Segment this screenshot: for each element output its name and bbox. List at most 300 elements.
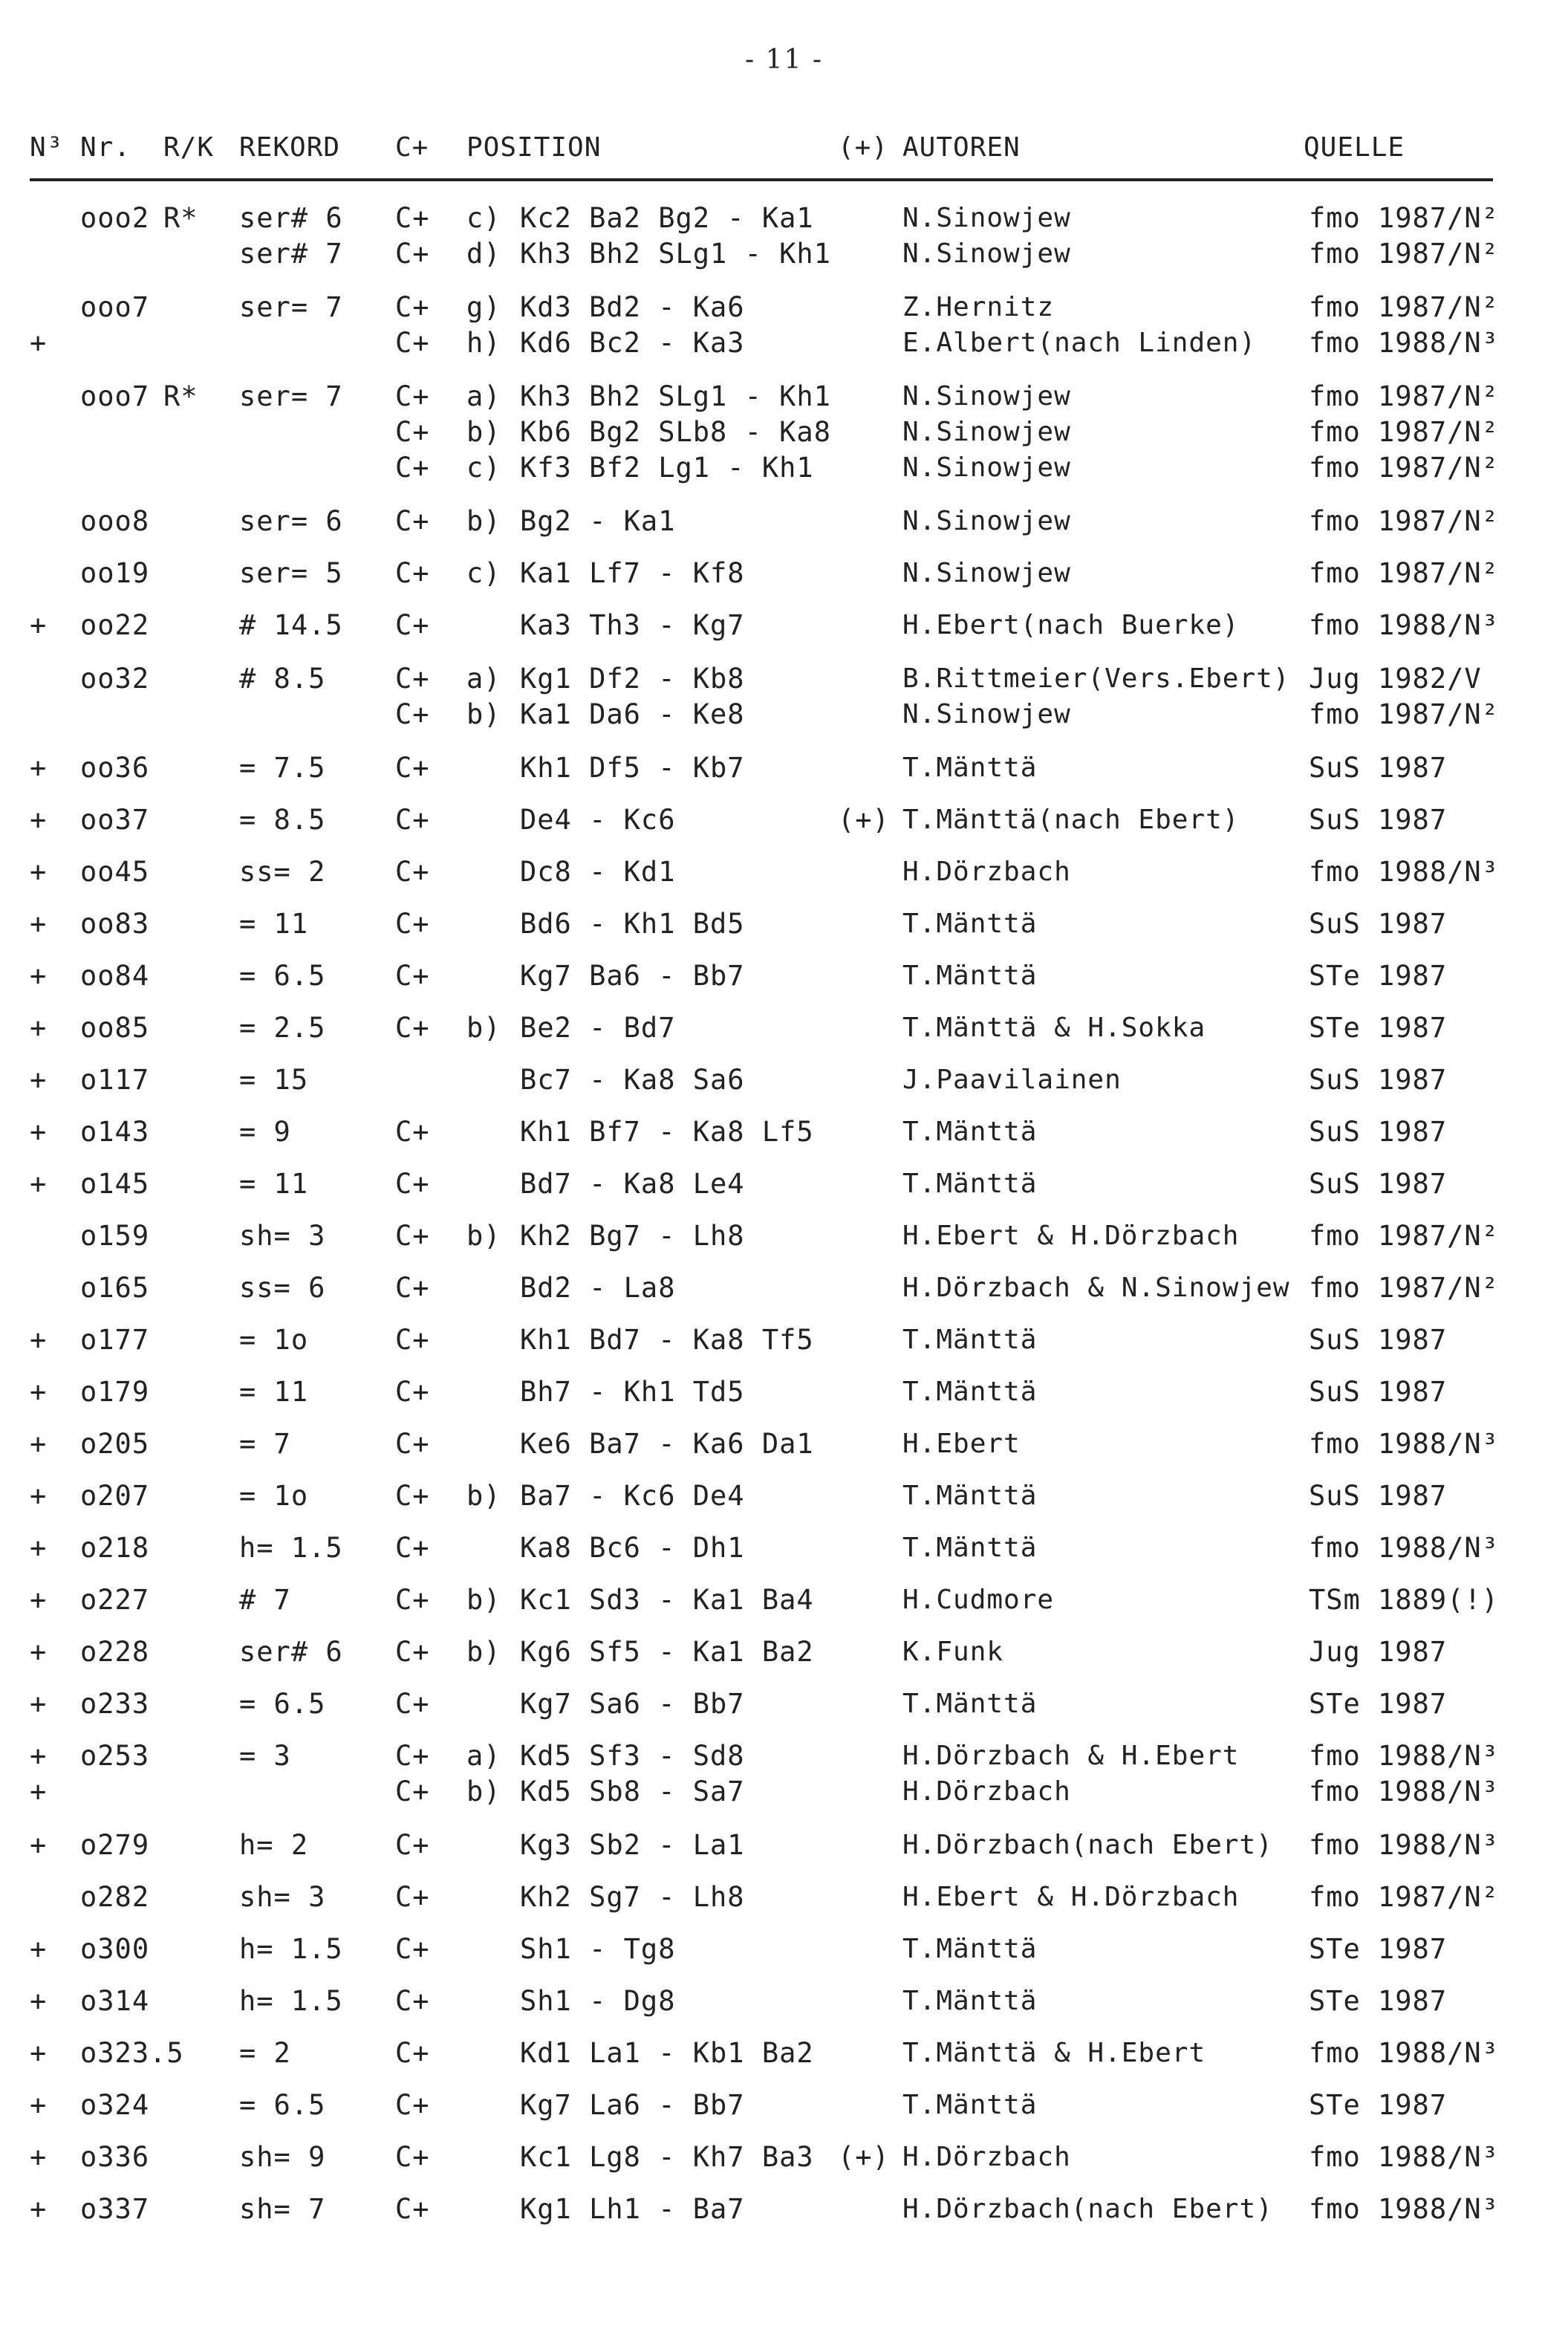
row-jahr: 1987/N² (1378, 557, 1499, 589)
row-cplus: C+ (395, 1740, 430, 1772)
row-plus-marker: + (30, 1985, 48, 2017)
row-position: Kc1 Lg8 - Kh7 Ba3 (520, 2141, 814, 2173)
row-autor: Z.Hernitz (902, 292, 1055, 322)
row-position: Kg3 Sb2 - La1 (520, 1829, 745, 1861)
row-position: Kh2 Sg7 - Lh8 (520, 1881, 745, 1913)
row-plus-marker: + (30, 1116, 48, 1148)
row-number: oo32 (80, 663, 150, 695)
row-number: o323.5 (80, 2037, 184, 2069)
table-row (0, 1738, 1568, 1774)
row-variant-label: b) (466, 416, 501, 448)
row-autor: T.Mänttä (902, 1169, 1038, 1199)
row-position: Kh1 Df5 - Kb7 (520, 752, 745, 784)
row-position: Bh7 - Kh1 Td5 (520, 1376, 745, 1408)
row-cplus: C+ (395, 1272, 430, 1304)
row-variant-label: c) (466, 202, 501, 234)
row-number: o205 (80, 1428, 150, 1460)
row-cplus: C+ (395, 1480, 430, 1512)
row-quelle: Jug (1309, 663, 1361, 695)
row-number: o143 (80, 1116, 150, 1148)
row-cplus: C+ (395, 1012, 430, 1044)
row-plus-marker: + (30, 1636, 48, 1668)
table-row (0, 201, 1568, 236)
table-row (0, 697, 1568, 733)
row-variant-label: b) (466, 1220, 501, 1252)
row-autor: N.Sinowjew (902, 381, 1071, 412)
row-quelle: SuS (1309, 1064, 1361, 1096)
row-cplus: C+ (395, 1584, 430, 1616)
row-number: oo22 (80, 609, 150, 641)
row-cplus: C+ (395, 505, 430, 537)
row-variant-label: a) (466, 663, 501, 695)
row-quelle: STe (1309, 2089, 1361, 2121)
row-position: Kg1 Lh1 - Ba7 (520, 2193, 745, 2225)
row-number: o336 (80, 2141, 150, 2173)
row-rekord: ser= 6 (239, 505, 343, 537)
row-jahr: 1987 (1378, 1688, 1448, 1720)
row-quelle: fmo (1309, 1272, 1361, 1304)
row-number: o337 (80, 2193, 150, 2225)
header-position: POSITION (466, 132, 602, 163)
table-row (0, 504, 1568, 539)
row-quelle: fmo (1309, 1881, 1361, 1913)
row-position: Ba7 - Kc6 De4 (520, 1480, 745, 1512)
row-autor: T.Mänttä & H.Sokka (902, 1013, 1206, 1043)
row-quelle: fmo (1309, 202, 1361, 234)
row-position: Kb6 Bg2 SLb8 - Ka8 (520, 416, 831, 448)
row-autor: N.Sinowjew (902, 452, 1071, 483)
row-jahr: 1988/N³ (1378, 1776, 1499, 1807)
row-number: o253 (80, 1740, 150, 1772)
row-cplus: C+ (395, 2037, 430, 2069)
row-rekord: # 8.5 (239, 663, 326, 695)
row-jahr: 1987/N² (1378, 698, 1499, 730)
row-autor: T.Mänttä (902, 1934, 1038, 1964)
table-row (0, 854, 1568, 890)
header-mark: (+) (838, 132, 889, 163)
row-number: o218 (80, 1532, 150, 1564)
row-plus-marker: + (30, 804, 48, 836)
row-cplus: C+ (395, 1985, 430, 2017)
row-quelle: TSm (1309, 1584, 1361, 1616)
row-jahr: 1987/N² (1378, 1881, 1499, 1913)
row-jahr: 1987/N² (1378, 380, 1499, 412)
table-row (0, 1582, 1568, 1618)
header-quelle: QUELLE (1304, 132, 1405, 163)
row-cplus: C+ (395, 2193, 430, 2225)
table-row (0, 2036, 1568, 2071)
row-variant-label: c) (466, 557, 501, 589)
row-jahr: 1987 (1378, 908, 1448, 940)
page-number: - 11 - (744, 45, 824, 75)
row-number: o233 (80, 1688, 150, 1720)
row-autor: T.Mänttä (902, 2090, 1038, 2120)
row-rekord: = 1o (239, 1480, 309, 1512)
row-position: Kc1 Sd3 - Ka1 Ba4 (520, 1584, 814, 1616)
row-jahr: 1987/N² (1378, 1272, 1499, 1304)
row-rekord: h= 2 (239, 1829, 309, 1861)
row-position: Kf3 Bf2 Lg1 - Kh1 (520, 452, 814, 484)
row-quelle: SuS (1309, 1168, 1361, 1200)
row-quelle: fmo (1309, 416, 1361, 448)
row-number: oo37 (80, 804, 150, 836)
row-quelle: fmo (1309, 452, 1361, 484)
header-cplus: C+ (395, 132, 429, 163)
row-position: Bd7 - Ka8 Le4 (520, 1168, 745, 1200)
row-plus-marker: + (30, 1168, 48, 1200)
row-autor: H.Ebert(nach Buerke) (902, 610, 1240, 640)
table-row (0, 1880, 1568, 1915)
row-plus-marker: + (30, 1480, 48, 1512)
table-row (0, 661, 1568, 697)
row-autor: N.Sinowjew (902, 558, 1071, 588)
table-row (0, 2140, 1568, 2175)
row-number: o177 (80, 1324, 150, 1356)
row-number: o314 (80, 1985, 150, 2017)
row-autor: T.Mänttä (902, 1689, 1038, 1719)
table-row (0, 1166, 1568, 1202)
row-cplus: C+ (395, 1324, 430, 1356)
row-autor: T.Mänttä (902, 909, 1038, 939)
row-number: o159 (80, 1220, 150, 1252)
row-rekord: ser# 6 (239, 202, 343, 234)
row-quelle: fmo (1309, 698, 1361, 730)
row-jahr: 1987 (1378, 1636, 1448, 1668)
row-rekord: = 2.5 (239, 1012, 326, 1044)
row-plus-marker: + (30, 1324, 48, 1356)
row-cplus: C+ (395, 663, 430, 695)
row-cplus: C+ (395, 1776, 430, 1807)
row-rekord: = 6.5 (239, 960, 326, 992)
row-autor: H.Ebert & H.Dörzbach (902, 1221, 1240, 1251)
row-number: o300 (80, 1933, 150, 1965)
row-autor: N.Sinowjew (902, 238, 1071, 269)
row-rekord: = 8.5 (239, 804, 326, 836)
row-autor: T.Mänttä (902, 1533, 1038, 1563)
row-rekord: sh= 7 (239, 2193, 326, 2225)
row-rekord: = 6.5 (239, 2089, 326, 2121)
table-row (0, 1114, 1568, 1150)
row-number: oo83 (80, 908, 150, 940)
row-plus-marker: + (30, 327, 48, 359)
row-position: Kd1 La1 - Kb1 Ba2 (520, 2037, 814, 2069)
row-cplus: C+ (395, 327, 430, 359)
row-cplus: C+ (395, 202, 430, 234)
table-row (0, 1828, 1568, 1863)
row-plus-marker: + (30, 2193, 48, 2225)
row-number: o227 (80, 1584, 150, 1616)
row-plus-marker: + (30, 1776, 48, 1807)
row-number: o282 (80, 1881, 150, 1913)
row-jahr: 1988/N³ (1378, 2193, 1499, 2225)
row-position: Bd6 - Kh1 Bd5 (520, 908, 745, 940)
row-rekord: ser# 7 (239, 238, 343, 270)
row-cplus: C+ (395, 1688, 430, 1720)
row-quelle: STe (1309, 1012, 1361, 1044)
header-autoren: AUTOREN (902, 132, 1021, 163)
row-jahr: 1988/N³ (1378, 1829, 1499, 1861)
row-autor: T.Mänttä (902, 1325, 1038, 1355)
row-autor: N.Sinowjew (902, 203, 1071, 233)
row-position: Ka8 Bc6 - Dh1 (520, 1532, 745, 1564)
row-position: Kg7 Sa6 - Bb7 (520, 1688, 745, 1720)
row-jahr: 1987/N² (1378, 505, 1499, 537)
row-rekord: h= 1.5 (239, 1933, 343, 1965)
row-cplus: C+ (395, 1532, 430, 1564)
row-position: Kh1 Bd7 - Ka8 Tf5 (520, 1324, 814, 1356)
row-rekord: = 11 (239, 1376, 309, 1408)
row-jahr: 1988/N³ (1378, 609, 1499, 641)
row-cplus: C+ (395, 1428, 430, 1460)
table-row (0, 1322, 1568, 1358)
row-plus-marker: + (30, 2141, 48, 2173)
row-variant-label: b) (466, 1636, 501, 1668)
header-rk: R/K (163, 132, 215, 163)
row-jahr: 1988/N³ (1378, 2141, 1499, 2173)
row-number: oo19 (80, 557, 150, 589)
row-cplus: C+ (395, 908, 430, 940)
row-autor: T.Mänttä (902, 1377, 1038, 1407)
row-rekord: # 7 (239, 1584, 291, 1616)
row-plus-marker: + (30, 2089, 48, 2121)
row-autor: N.Sinowjew (902, 699, 1071, 730)
row-plus-marker: + (30, 1064, 48, 1096)
row-quelle: Jug (1309, 1636, 1361, 1668)
row-rekord: = 15 (239, 1064, 309, 1096)
row-number: ooo7 (80, 380, 150, 412)
row-rekord: = 1o (239, 1324, 309, 1356)
row-cplus: C+ (395, 1829, 430, 1861)
row-quelle: SuS (1309, 1116, 1361, 1148)
row-position: Bc7 - Ka8 Sa6 (520, 1064, 745, 1096)
row-quelle: fmo (1309, 380, 1361, 412)
row-cplus: C+ (395, 238, 430, 270)
row-quelle: SuS (1309, 1376, 1361, 1408)
table-row (0, 1062, 1568, 1098)
row-quelle: fmo (1309, 2193, 1361, 2225)
row-plus-marker: + (30, 908, 48, 940)
row-quelle: fmo (1309, 2037, 1361, 2069)
table-row (0, 236, 1568, 272)
row-autor: H.Ebert (902, 1429, 1021, 1459)
row-rekord: = 6.5 (239, 1688, 326, 1720)
table-row (0, 1686, 1568, 1722)
row-jahr: 1987/N² (1378, 452, 1499, 484)
row-rekord: ser= 7 (239, 291, 343, 323)
row-variant-label: b) (466, 505, 501, 537)
row-autor: E.Albert(nach Linden) (902, 328, 1257, 358)
table-row (0, 290, 1568, 325)
row-number: o145 (80, 1168, 150, 1200)
row-autor: H.Dörzbach(nach Ebert) (902, 1830, 1273, 1860)
row-position: Sh1 - Dg8 (520, 1985, 676, 2017)
row-number: oo36 (80, 752, 150, 784)
row-rekord: ser= 5 (239, 557, 343, 589)
row-cplus: C+ (395, 960, 430, 992)
row-jahr: 1987 (1378, 804, 1448, 836)
row-position: Kg7 Ba6 - Bb7 (520, 960, 745, 992)
table-row (0, 1374, 1568, 1410)
row-cplus: C+ (395, 1881, 430, 1913)
row-plus-marker: + (30, 1829, 48, 1861)
table-row (0, 608, 1568, 643)
row-position: Ka1 Lf7 - Kf8 (520, 557, 745, 589)
row-quelle: SuS (1309, 752, 1361, 784)
row-position: Be2 - Bd7 (520, 1012, 676, 1044)
row-variant-label: a) (466, 380, 501, 412)
row-quelle: fmo (1309, 1220, 1361, 1252)
row-variant-label: b) (466, 698, 501, 730)
row-variant-label: b) (466, 1776, 501, 1807)
row-quelle: fmo (1309, 238, 1361, 270)
row-autor: T.Mänttä (902, 1481, 1038, 1511)
row-autor: H.Dörzbach(nach Ebert) (902, 2194, 1273, 2224)
row-position: Bg2 - Ka1 (520, 505, 676, 537)
table-row (0, 1218, 1568, 1254)
row-plus-marker: + (30, 752, 48, 784)
row-jahr: 1987/N² (1378, 202, 1499, 234)
row-mark: (+) (838, 2141, 890, 2173)
row-quelle: fmo (1309, 856, 1361, 888)
row-rekord: = 3 (239, 1740, 291, 1772)
table-row (0, 1634, 1568, 1670)
row-number: oo85 (80, 1012, 150, 1044)
row-autor: N.Sinowjew (902, 417, 1071, 447)
row-autor: H.Dörzbach & H.Ebert (902, 1741, 1240, 1771)
row-plus-marker: + (30, 856, 48, 888)
row-autor: T.Mänttä (902, 753, 1038, 783)
row-position: Kg7 La6 - Bb7 (520, 2089, 745, 2121)
row-number: o207 (80, 1480, 150, 1512)
table-row (0, 2192, 1568, 2227)
row-position: Ke6 Ba7 - Ka6 Da1 (520, 1428, 814, 1460)
row-number: oo45 (80, 856, 150, 888)
row-rk: R* (163, 380, 198, 412)
row-cplus: C+ (395, 2089, 430, 2121)
row-jahr: 1987 (1378, 1168, 1448, 1200)
row-jahr: 1987 (1378, 1324, 1448, 1356)
row-position: Kh3 Bh2 SLg1 - Kh1 (520, 380, 831, 412)
row-jahr: 1889(!) (1378, 1584, 1499, 1616)
row-position: Kd5 Sf3 - Sd8 (520, 1740, 745, 1772)
row-rekord: ss= 6 (239, 1272, 326, 1304)
row-rekord: = 7 (239, 1428, 291, 1460)
row-jahr: 1988/N³ (1378, 1532, 1499, 1564)
row-variant-label: h) (466, 327, 501, 359)
row-number: oo84 (80, 960, 150, 992)
row-autor: T.Mänttä & H.Ebert (902, 2038, 1206, 2068)
row-quelle: fmo (1309, 609, 1361, 641)
row-jahr: 1987 (1378, 2089, 1448, 2121)
row-position: Ka1 Da6 - Ke8 (520, 698, 745, 730)
row-position: Ka3 Th3 - Kg7 (520, 609, 745, 641)
row-quelle: fmo (1309, 291, 1361, 323)
row-position: Kd6 Bc2 - Ka3 (520, 327, 745, 359)
row-autor: N.Sinowjew (902, 506, 1071, 536)
row-jahr: 1988/N³ (1378, 1428, 1499, 1460)
table-row (0, 906, 1568, 942)
row-number: o165 (80, 1272, 150, 1304)
row-autor: H.Cudmore (902, 1585, 1055, 1615)
row-rekord: sh= 3 (239, 1220, 326, 1252)
table-row (0, 958, 1568, 994)
row-jahr: 1987/N² (1378, 1220, 1499, 1252)
table-row (0, 1774, 1568, 1810)
row-position: Kh2 Bg7 - Lh8 (520, 1220, 745, 1252)
row-quelle: STe (1309, 1985, 1361, 2017)
row-jahr: 1987 (1378, 752, 1448, 784)
row-number: ooo8 (80, 505, 150, 537)
row-jahr: 1988/N³ (1378, 327, 1499, 359)
row-cplus: C+ (395, 1376, 430, 1408)
row-autor: K.Funk (902, 1637, 1004, 1667)
table-row (0, 1984, 1568, 2019)
row-cplus: C+ (395, 557, 430, 589)
row-variant-label: g) (466, 291, 501, 323)
row-mark: (+) (838, 804, 890, 836)
row-quelle: fmo (1309, 557, 1361, 589)
row-autor: T.Mänttä (902, 961, 1038, 991)
row-jahr: 1982/V (1378, 663, 1482, 695)
row-plus-marker: + (30, 1012, 48, 1044)
row-cplus: C+ (395, 1116, 430, 1148)
row-jahr: 1987 (1378, 1480, 1448, 1512)
row-position: Bd2 - La8 (520, 1272, 676, 1304)
row-cplus: C+ (395, 291, 430, 323)
row-number: o228 (80, 1636, 150, 1668)
row-jahr: 1988/N³ (1378, 2037, 1499, 2069)
row-jahr: 1987 (1378, 1012, 1448, 1044)
row-rekord: h= 1.5 (239, 1532, 343, 1564)
row-jahr: 1987 (1378, 1985, 1448, 2017)
row-plus-marker: + (30, 1584, 48, 1616)
row-number: ooo7 (80, 291, 150, 323)
row-plus-marker: + (30, 960, 48, 992)
row-plus-marker: + (30, 1532, 48, 1564)
row-autor: B.Rittmeier(Vers.Ebert) (902, 663, 1290, 694)
row-position: Kh3 Bh2 SLg1 - Kh1 (520, 238, 831, 270)
row-cplus: C+ (395, 1933, 430, 1965)
row-plus-marker: + (30, 1933, 48, 1965)
row-jahr: 1987/N² (1378, 416, 1499, 448)
table-row (0, 750, 1568, 786)
row-jahr: 1987 (1378, 1376, 1448, 1408)
table-row (0, 415, 1568, 450)
row-position: Kg1 Df2 - Kb8 (520, 663, 745, 695)
table-row (0, 802, 1568, 838)
row-quelle: STe (1309, 1933, 1361, 1965)
row-rekord: sh= 9 (239, 2141, 326, 2173)
row-cplus: C+ (395, 804, 430, 836)
row-position: De4 - Kc6 (520, 804, 676, 836)
row-plus-marker: + (30, 1740, 48, 1772)
row-variant-label: b) (466, 1012, 501, 1044)
row-plus-marker: + (30, 1376, 48, 1408)
row-quelle: SuS (1309, 908, 1361, 940)
row-rk: R* (163, 202, 198, 234)
table-row (0, 556, 1568, 591)
row-quelle: SuS (1309, 1324, 1361, 1356)
row-rekord: sh= 3 (239, 1881, 326, 1913)
row-position: Kg6 Sf5 - Ka1 Ba2 (520, 1636, 814, 1668)
row-rekord: = 11 (239, 1168, 309, 1200)
row-autor: T.Mänttä (902, 1986, 1038, 2016)
row-autor: T.Mänttä (902, 1117, 1038, 1147)
row-cplus: C+ (395, 609, 430, 641)
table-row (0, 1530, 1568, 1566)
table-row (0, 2088, 1568, 2123)
row-rekord: ser= 7 (239, 380, 343, 412)
